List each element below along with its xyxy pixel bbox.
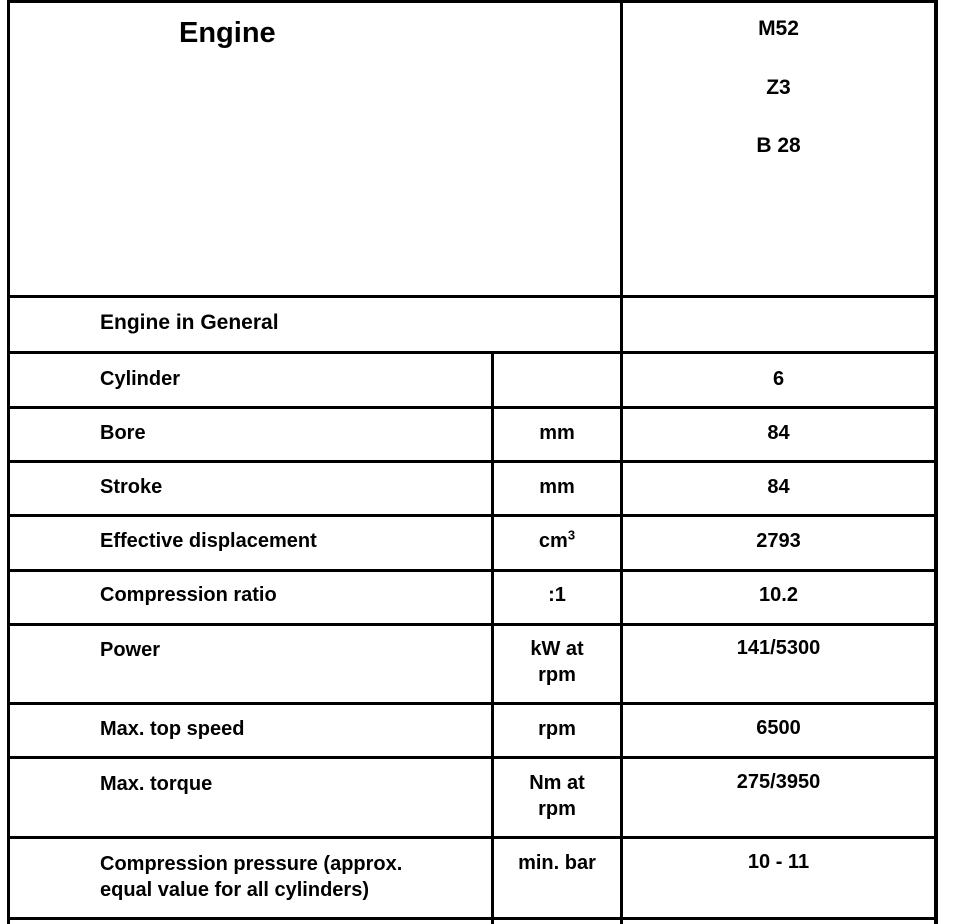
row-label-displacement: Effective displacement [100,530,317,552]
row-divider [7,917,938,920]
row-label-max-torque: Max. torque [100,773,213,795]
row-unit-displacement [494,528,620,554]
row-divider [7,702,938,705]
row-label-bore: Bore [100,422,146,444]
row-divider [7,460,938,463]
row-divider [7,295,938,298]
row-unit-bore: mm [539,422,575,444]
table-title: Engine [179,17,276,49]
row-label-compression-pressure-line1: Compression pressure (approx. [100,853,403,875]
row-value-cylinder: 6 [772,368,785,390]
table-border-top [7,0,937,3]
row-label-compression-ratio: Compression ratio [100,584,277,606]
row-divider [7,756,938,759]
row-unit-power-line1: kW at [530,638,584,660]
row-label-power: Power [100,639,161,661]
engine-variant: B 28 [756,134,801,157]
row-value-stroke: 84 [767,476,790,498]
row-unit-power-line2: rpm [538,664,576,686]
row-value-compression-ratio: 10.2 [759,584,798,606]
engine-code: M52 [758,17,799,40]
row-value-power: 141/5300 [736,637,821,659]
row-label-cylinder: Cylinder [100,368,181,390]
row-unit-max-speed: rpm [538,718,576,740]
row-divider [7,569,938,572]
unit-base: cm [538,530,568,552]
row-divider [7,836,938,839]
row-value-compression-pressure: 10 - 11 [747,851,810,873]
row-unit-max-torque-line1: Nm at [529,772,585,794]
row-unit-compression-pressure: min. bar [518,852,596,874]
section-title: Engine in General [100,311,279,334]
row-value-max-torque: 275/3950 [736,771,821,793]
row-label-max-speed: Max. top speed [100,718,245,740]
row-unit-max-torque-line2: rpm [538,798,576,820]
vehicle-model: Z3 [766,76,791,99]
row-value-max-speed: 6500 [756,717,801,739]
row-divider [7,406,938,409]
row-label-stroke: Stroke [100,476,163,498]
row-divider [7,514,938,517]
row-divider [7,623,938,626]
row-unit-stroke: mm [539,476,575,498]
row-label-compression-pressure-line2: equal value for all cylinders) [100,879,369,901]
row-divider [7,351,938,354]
row-value-bore: 84 [767,422,790,444]
row-unit-compression-ratio: :1 [548,584,566,606]
row-value-displacement: 2793 [756,530,801,552]
unit-exponent: 3 [567,527,576,543]
